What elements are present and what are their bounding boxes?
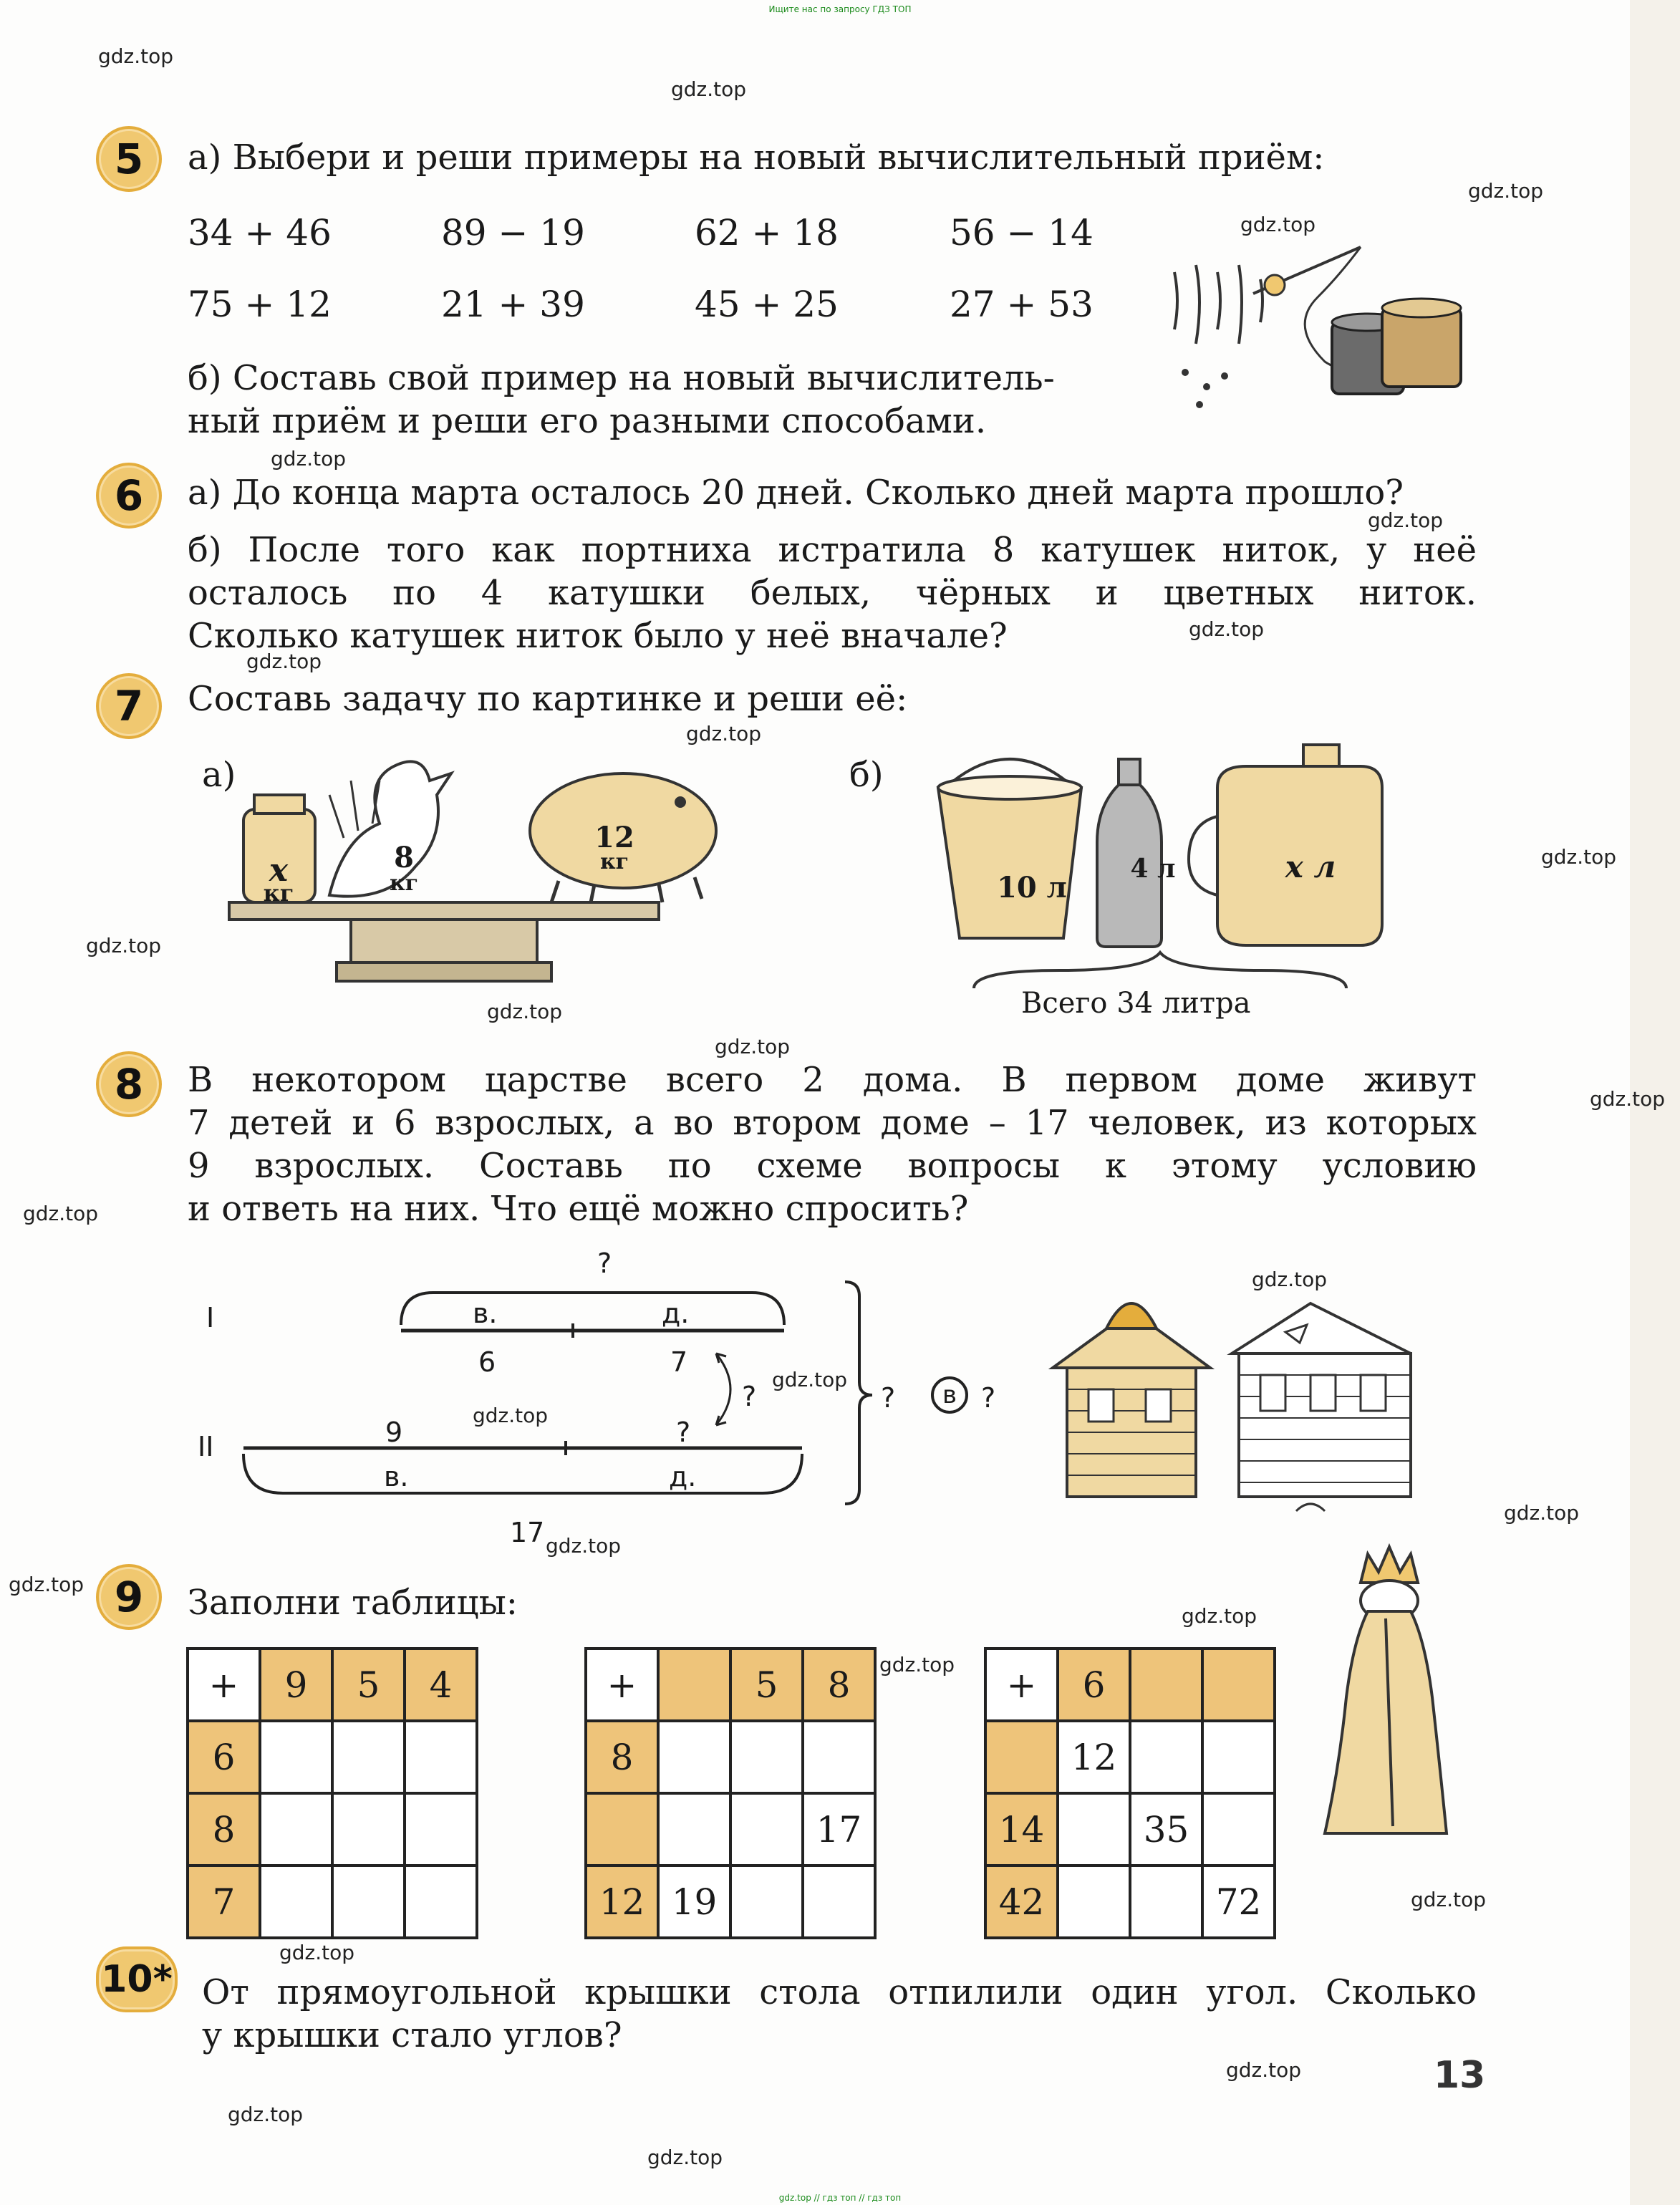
ex5-expr: 75 + 12 xyxy=(188,284,332,325)
ex5-expr: 89 − 19 xyxy=(441,212,585,254)
exercise-7-badge: 7 xyxy=(96,673,162,739)
bottle-volume: 4 л xyxy=(1130,854,1176,884)
addition-table-3 xyxy=(984,1647,1276,1939)
table-cell: 4 xyxy=(405,1649,477,1721)
circled-v: в xyxy=(942,1381,957,1409)
table-cell xyxy=(803,1721,875,1793)
ex5-expr: 27 + 53 xyxy=(950,284,1094,325)
watermark: gdz.top xyxy=(1504,1501,1580,1525)
exercise-8-badge: 8 xyxy=(96,1051,162,1117)
watermark: gdz.top xyxy=(246,650,322,673)
children-count-1: 7 xyxy=(670,1346,688,1378)
ex5-task-b-line1: б) Составь свой пример на новый вычислитель- xyxy=(188,358,1055,398)
ex8-line1: В некотором царстве всего 2 дома. В первом доме живут xyxy=(188,1060,1477,1100)
watermark: gdz.top xyxy=(1468,179,1544,203)
ex8-line4: и ответь на них. Что ещё можно спросить? xyxy=(188,1189,969,1229)
table-cell xyxy=(1130,1866,1202,1938)
watermark: gdz.top xyxy=(98,44,174,68)
ex6-task-b-line2: осталось по 4 катушки белых, чёрных и цветных ниток. xyxy=(188,573,1477,613)
addition-table-2 xyxy=(584,1647,877,1939)
ex5-expr: 62 + 18 xyxy=(695,212,839,254)
pig-weight: 12 xyxy=(594,821,634,854)
table-cell xyxy=(803,1866,875,1938)
table-cell xyxy=(985,1721,1058,1793)
table-cell: 12 xyxy=(586,1866,658,1938)
ex10-line2: у крышки стало углов? xyxy=(202,2015,622,2055)
table-cell xyxy=(1202,1793,1275,1866)
ex6-task-b-line1: б) После того как портниха истратила 8 катушек ниток, у неё xyxy=(188,530,1477,570)
jar-weight: x xyxy=(269,852,289,889)
brace-question: ? xyxy=(881,1382,896,1414)
table-cell: 14 xyxy=(985,1793,1058,1866)
table-cell xyxy=(260,1866,332,1938)
ex9-task: Заполни таблицы: xyxy=(188,1583,518,1623)
ex6-task-a: а) До конца марта осталось 20 дней. Сколько дней марта прошло? xyxy=(188,473,1404,513)
adults-label-1: в. xyxy=(473,1298,498,1329)
watermark: gdz.top xyxy=(9,1573,85,1596)
watermark: gdz.top xyxy=(1368,508,1444,532)
table-cell: 42 xyxy=(985,1866,1058,1938)
goose-weight-unit: кг xyxy=(389,871,419,896)
table-cell xyxy=(260,1721,332,1793)
table-cell: 5 xyxy=(332,1649,405,1721)
table-cell xyxy=(1202,1649,1275,1721)
table-cell: 72 xyxy=(1202,1866,1275,1938)
watermark: gdz.top xyxy=(473,1404,549,1427)
table-cell xyxy=(405,1721,477,1793)
exercise-10-badge: 10* xyxy=(96,1946,178,2012)
watermark: gdz.top xyxy=(1182,1604,1257,1628)
ex8-line3: 9 взрослых. Составь по схеме вопросы к этому условию xyxy=(188,1146,1477,1186)
table-cell xyxy=(405,1866,477,1938)
watermark: gdz.top xyxy=(23,1202,99,1225)
table-cell: 35 xyxy=(1130,1793,1202,1866)
children-label-1: д. xyxy=(662,1298,690,1329)
top-question: ? xyxy=(597,1248,612,1279)
watermark: gdz.top xyxy=(279,1941,355,1964)
watermark: gdz.top xyxy=(271,447,347,471)
needle-spools-illustration xyxy=(1167,236,1475,415)
table-cell xyxy=(730,1793,803,1866)
watermark: gdz.top xyxy=(1189,617,1265,641)
pig-weight-unit: кг xyxy=(599,849,629,874)
table-cell: 19 xyxy=(658,1866,730,1938)
table-cell xyxy=(1130,1649,1202,1721)
watermark: gdz.top xyxy=(715,1035,791,1058)
adults-label-2: в. xyxy=(384,1461,409,1492)
adults-count-2: 9 xyxy=(385,1417,403,1448)
watermark: gdz.top xyxy=(1226,2058,1302,2082)
jar-weight-unit: кг xyxy=(263,879,294,907)
ex7-task: Составь задачу по картинке и реши её: xyxy=(188,679,908,719)
can-volume: x л xyxy=(1285,849,1336,884)
table-cell xyxy=(1058,1793,1130,1866)
watermark: gdz.top xyxy=(1252,1268,1328,1291)
bottom-note: gdz.top // гдз топ // гдз топ xyxy=(778,2193,902,2203)
table-cell: 6 xyxy=(188,1721,260,1793)
children-label-2: д. xyxy=(669,1461,697,1492)
watermark: gdz.top xyxy=(879,1653,955,1676)
compare-question: ? xyxy=(742,1381,757,1412)
table-cell: 6 xyxy=(1058,1649,1130,1721)
table-cell xyxy=(658,1649,730,1721)
table-cell xyxy=(658,1721,730,1793)
table-cell: 7 xyxy=(188,1866,260,1938)
table-cell xyxy=(332,1866,405,1938)
table-cell: 8 xyxy=(188,1793,260,1866)
ex7-label-b: б) xyxy=(849,755,884,795)
addition-table-1 xyxy=(186,1647,478,1939)
table-cell xyxy=(332,1721,405,1793)
table-cell: + xyxy=(985,1649,1058,1721)
house-1-label: I xyxy=(206,1302,215,1333)
extra-question: ? xyxy=(981,1382,996,1414)
ex8-line2: 7 детей и 6 взрослых, а во втором доме – 17 человек, из которых xyxy=(188,1103,1477,1143)
ex5-expr: 34 + 46 xyxy=(188,212,332,254)
table-cell xyxy=(260,1793,332,1866)
ex5-task-b-line2: ный приём и реши его разными способами. xyxy=(188,401,987,441)
table-cell: 9 xyxy=(260,1649,332,1721)
table-cell: 8 xyxy=(803,1649,875,1721)
table-cell xyxy=(1058,1866,1130,1938)
ex10-line1: От прямоугольной крышки стола отпилили один угол. Сколько xyxy=(202,1972,1477,2012)
ex7-label-a: а) xyxy=(202,755,236,795)
exercise-9-badge: 9 xyxy=(96,1564,162,1630)
bucket-volume: 10 л xyxy=(997,871,1067,904)
watermark: gdz.top xyxy=(1240,213,1316,236)
table-cell xyxy=(658,1793,730,1866)
table-cell: 12 xyxy=(1058,1721,1130,1793)
watermark: gdz.top xyxy=(546,1534,622,1558)
children-question-2: ? xyxy=(676,1417,691,1448)
table-cell xyxy=(1202,1721,1275,1793)
adults-count-1: 6 xyxy=(478,1346,496,1378)
king-illustration xyxy=(1310,1540,1454,1840)
table-cell: + xyxy=(188,1649,260,1721)
top-note: Ищите нас по запросу ГДЗ ТОП xyxy=(768,4,912,14)
page-number: 13 xyxy=(1434,2054,1486,2097)
ex5-expr: 56 − 14 xyxy=(950,212,1094,254)
table-cell: 8 xyxy=(586,1721,658,1793)
table-cell: 5 xyxy=(730,1649,803,1721)
watermark: gdz.top xyxy=(647,2146,723,2169)
table-cell xyxy=(730,1721,803,1793)
house-2-label: II xyxy=(198,1431,214,1462)
watermark: gdz.top xyxy=(686,722,762,746)
ex5-expr: 21 + 39 xyxy=(441,284,585,325)
watermark: gdz.top xyxy=(1411,1888,1487,1911)
table-cell: 17 xyxy=(803,1793,875,1866)
goose-weight: 8 xyxy=(394,841,414,874)
watermark: gdz.top xyxy=(1590,1087,1666,1111)
ex6-task-b-line3: Сколько катушек ниток было у неё вначале? xyxy=(188,616,1008,656)
table-cell xyxy=(730,1866,803,1938)
watermark: gdz.top xyxy=(86,934,162,957)
table-cell: + xyxy=(586,1649,658,1721)
table-cell xyxy=(332,1793,405,1866)
ex8-scheme xyxy=(229,1275,1017,1547)
table-cell xyxy=(405,1793,477,1866)
total-count-2: 17 xyxy=(510,1517,545,1548)
total-volume: Всего 34 литра xyxy=(1021,987,1251,1020)
watermark: gdz.top xyxy=(487,1000,563,1023)
watermark: gdz.top xyxy=(671,77,747,101)
houses-illustration xyxy=(1038,1275,1461,1540)
ex5-task-a: а) Выбери и реши примеры на новый вычислительный приём: xyxy=(188,137,1325,178)
watermark: gdz.top xyxy=(1541,845,1617,869)
exercise-6-badge: 6 xyxy=(96,463,162,529)
exercise-5-badge: 5 xyxy=(96,126,162,192)
ex5-expr: 45 + 25 xyxy=(695,284,839,325)
watermark: gdz.top xyxy=(772,1368,848,1391)
watermark: gdz.top xyxy=(228,2103,304,2126)
table-cell xyxy=(586,1793,658,1866)
table-cell xyxy=(1130,1721,1202,1793)
